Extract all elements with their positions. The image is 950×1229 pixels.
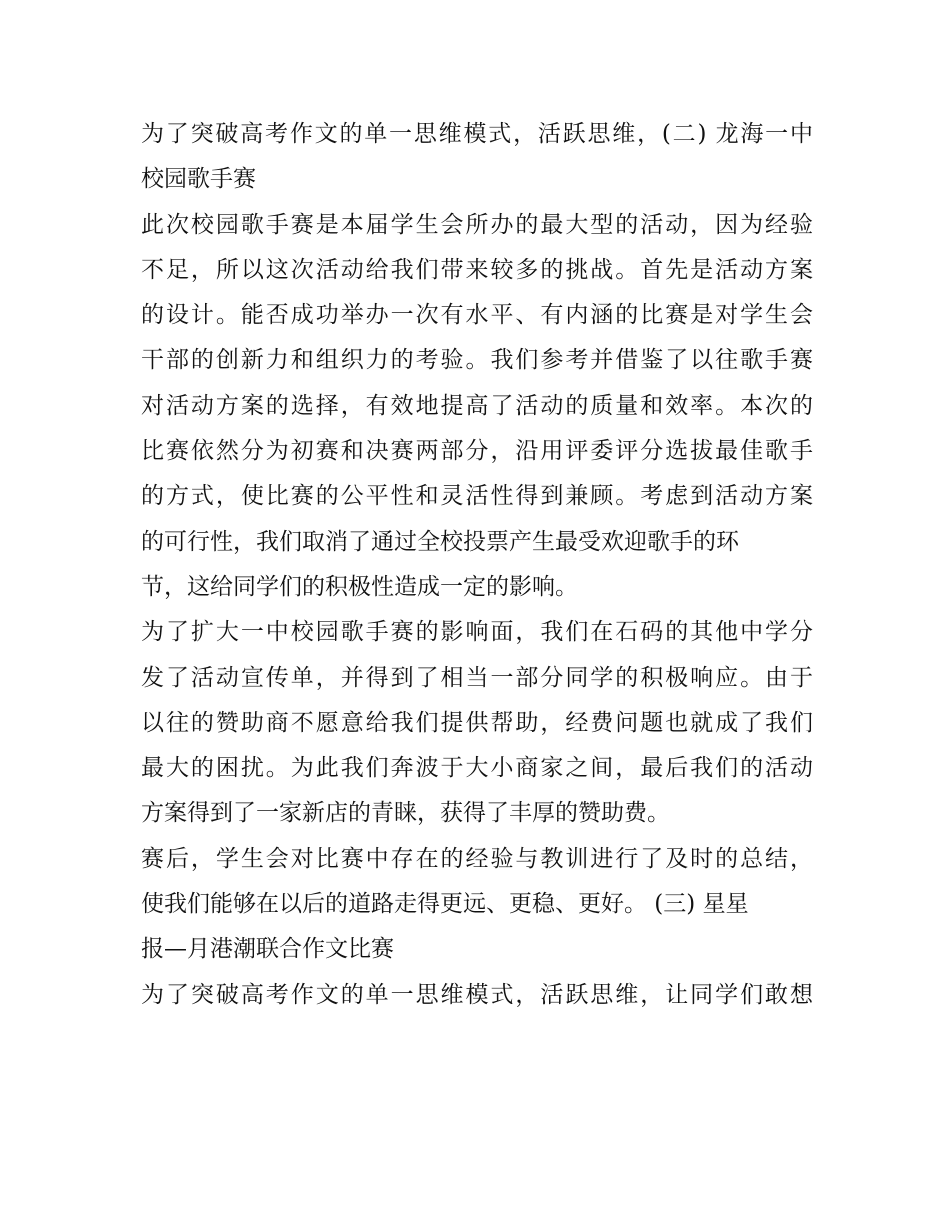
text-line: 为了突破高考作文的单一思维模式，活跃思维，让同学们敢想: [141, 981, 813, 1008]
text-line: 不足，所以这次活动给我们带来较多的挑战。首先是活动方案: [141, 256, 813, 283]
text-line: 使我们能够在以后的道路走得更远、更稳、更好。 (三) 星星: [141, 891, 749, 918]
text-line: 此次校园歌手赛是本届学生会所办的最大型的活动，因为经验: [141, 211, 813, 238]
text-line: 方案得到了一家新店的青睐，获得了丰厚的赞助费。: [141, 800, 670, 827]
text-line: 为了突破高考作文的单一思维模式，活跃思维，(二) 龙海一中: [141, 121, 813, 147]
text-line: 干部的创新力和组织力的考验。我们参考并借鉴了以往歌手赛: [141, 347, 813, 374]
text-line: 节，这给同学们的积极性造成一定的影响。: [141, 573, 578, 600]
text-line: 校园歌手赛: [141, 166, 256, 193]
text-line: 为了扩大一中校园歌手赛的影响面，我们在石码的其他中学分: [141, 619, 813, 646]
document-body: [141, 112, 813, 1018]
text-line: 发了活动宣传单，并得到了相当一部分同学的积极响应。由于: [141, 664, 813, 691]
text-line: 赛后，学生会对比赛中存在的经验与教训进行了及时的总结，: [141, 845, 813, 872]
text-line: 的方式，使比赛的公平性和灵活性得到兼顾。考虑到活动方案: [141, 483, 813, 510]
text-line: 的设计。能否成功举办一次有水平、有内涵的比赛是对学生会: [141, 302, 813, 329]
text-line: 最大的困扰。为此我们奔波于大小商家之间，最后我们的活动: [141, 755, 813, 782]
text-line: 报—月港潮联合作文比赛: [141, 936, 394, 963]
text-line: 对活动方案的选择，有效地提高了活动的质量和效率。本次的: [141, 392, 813, 419]
text-line: 比赛依然分为初赛和决赛两部分，沿用评委评分选拔最佳歌手: [141, 438, 813, 465]
text-line: 的可行性，我们取消了通过全校投票产生最受欢迎歌手的环: [141, 528, 739, 555]
text-line: 以往的赞助商不愿意给我们提供帮助，经费问题也就成了我们: [141, 709, 813, 736]
